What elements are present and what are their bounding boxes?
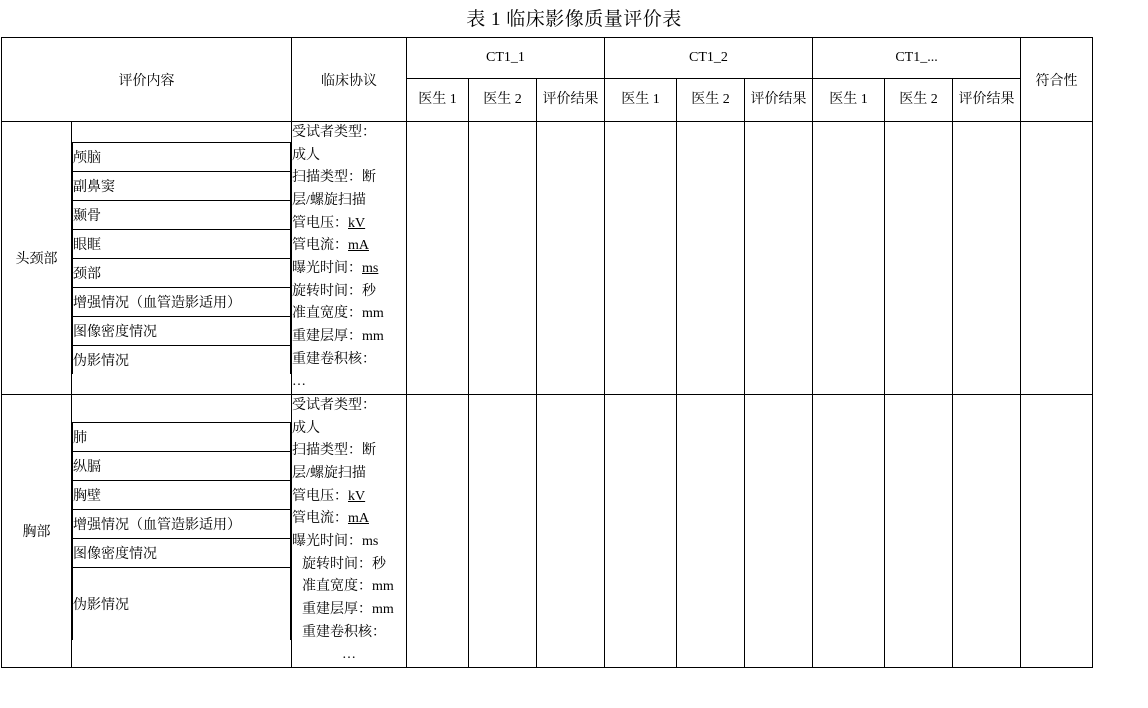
cell-conformity-head-neck[interactable] [1021,122,1093,395]
protocol-line: 曝光时间：ms [292,534,379,550]
list-item: 胸壁 [73,481,291,510]
cell-ct1-1-doctor-2-chest[interactable] [469,395,537,668]
cell-ct1-1-doctor-2-head-neck[interactable] [469,122,537,395]
protocol-line-current [292,235,406,258]
header-group-ct1-2: CT1_2 [605,38,813,79]
cell-ct1-n-result-head-neck[interactable] [953,122,1021,395]
header-clinical-protocol: 临床协议 [292,38,407,122]
header-ct1-2-result: 评价结果 [745,79,813,122]
protocol-line: 旋转时间：秒 [292,283,376,299]
list-item: 增强情况（血管造影适用） [73,288,291,317]
table-row [2,395,1148,668]
header-ct1-n-doctor-1: 医生 1 [813,79,885,122]
protocol-label: 管电流： [292,238,348,254]
protocol-line: 准直宽度：mm [302,579,394,595]
protocol-line-voltage [292,486,406,509]
cell-ct1-n-doctor-1-head-neck[interactable] [813,122,885,395]
item-sublist [72,142,291,374]
protocol-line: 成人 [292,420,320,436]
protocol-line: 受试者类型： [292,125,376,140]
protocol-label: 管电流： [292,511,348,527]
header-group-ct1-n: CT1_... [813,38,1021,79]
list-item: 伪影情况 [73,568,291,641]
protocol-line: … [292,374,306,390]
header-conformity: 符合性 [1021,38,1093,122]
cell-ct1-n-doctor-1-chest[interactable] [813,395,885,668]
region-label-chest: 胸部 [2,395,72,668]
protocol-cell-chest [292,395,407,668]
protocol-line: 准直宽度：mm [292,306,384,322]
list-item: 伪影情况 [73,346,291,375]
protocol-line-exposure [292,258,406,281]
cell-ct1-2-doctor-1-head-neck[interactable] [605,122,677,395]
list-item: 颈部 [73,259,291,288]
cell-ct1-1-result-chest[interactable] [537,395,605,668]
protocol-line: 旋转时间：秒 [302,556,386,572]
protocol-unit: kV [348,488,366,504]
table-header-row-primary [2,38,1148,79]
cell-ct1-1-doctor-1-head-neck[interactable] [407,122,469,395]
item-list-head-neck [72,122,292,395]
protocol-unit: mA [348,511,369,527]
list-item: 纵膈 [73,452,291,481]
protocol-label: 管电压： [292,215,348,231]
cell-ct1-1-doctor-1-chest[interactable] [407,395,469,668]
cell-ct1-1-result-head-neck[interactable] [537,122,605,395]
header-ct1-1-doctor-2: 医生 2 [469,79,537,122]
protocol-unit: kV [348,215,366,231]
header-ct1-2-doctor-1: 医生 1 [605,79,677,122]
cell-ct1-2-doctor-2-chest[interactable] [677,395,745,668]
cell-ct1-n-result-chest[interactable] [953,395,1021,668]
header-ct1-1-doctor-1: 医生 1 [407,79,469,122]
item-list-chest [72,395,292,668]
protocol-line: 扫描类型：断 [292,443,376,459]
list-item: 肺 [73,423,291,452]
protocol-line: 重建层厚：mm [292,329,384,345]
cell-ct1-2-doctor-2-head-neck[interactable] [677,122,745,395]
protocol-line: … [342,647,356,663]
item-sublist [72,422,291,640]
cell-ct1-n-doctor-2-chest[interactable] [885,395,953,668]
table-row [2,122,1148,395]
list-item: 眼眶 [73,230,291,259]
protocol-cell-head-neck [292,122,407,395]
protocol-line: 扫描类型：断 [292,170,376,186]
list-item: 颅脑 [73,143,291,172]
header-group-ct1-1: CT1_1 [407,38,605,79]
protocol-unit: mA [348,238,369,254]
protocol-label: 管电压： [292,488,348,504]
protocol-line: 层/螺旋扫描 [292,466,366,482]
cell-ct1-2-result-chest[interactable] [745,395,813,668]
cell-ct1-2-doctor-1-chest[interactable] [605,395,677,668]
protocol-line-voltage [292,213,406,236]
image-quality-evaluation-table [1,37,1148,668]
protocol-unit: ms [362,261,379,277]
header-ct1-1-result: 评价结果 [537,79,605,122]
list-item: 图像密度情况 [73,539,291,568]
header-ct1-2-doctor-2: 医生 2 [677,79,745,122]
page-title: 表 1 临床影像质量评价表 [466,9,682,30]
protocol-line: 成人 [292,147,320,163]
list-item: 颞骨 [73,201,291,230]
region-label-head-neck: 头颈部 [2,122,72,395]
protocol-line: 受试者类型： [292,398,376,414]
header-ct1-n-result: 评价结果 [953,79,1021,122]
protocol-line-current [292,508,406,531]
list-item: 增强情况（血管造影适用） [73,510,291,539]
cell-conformity-chest[interactable] [1021,395,1093,668]
header-evaluation-content: 评价内容 [2,38,292,122]
protocol-line: 重建卷积核： [302,624,386,640]
protocol-line: 重建层厚：mm [302,602,394,618]
protocol-line: 重建卷积核： [292,351,376,367]
list-item: 副鼻窦 [73,172,291,201]
header-ct1-n-doctor-2: 医生 2 [885,79,953,122]
protocol-line: 层/螺旋扫描 [292,193,366,209]
cell-ct1-2-result-head-neck[interactable] [745,122,813,395]
protocol-label: 曝光时间： [292,261,362,277]
cell-ct1-n-doctor-2-head-neck[interactable] [885,122,953,395]
list-item: 图像密度情况 [73,317,291,346]
